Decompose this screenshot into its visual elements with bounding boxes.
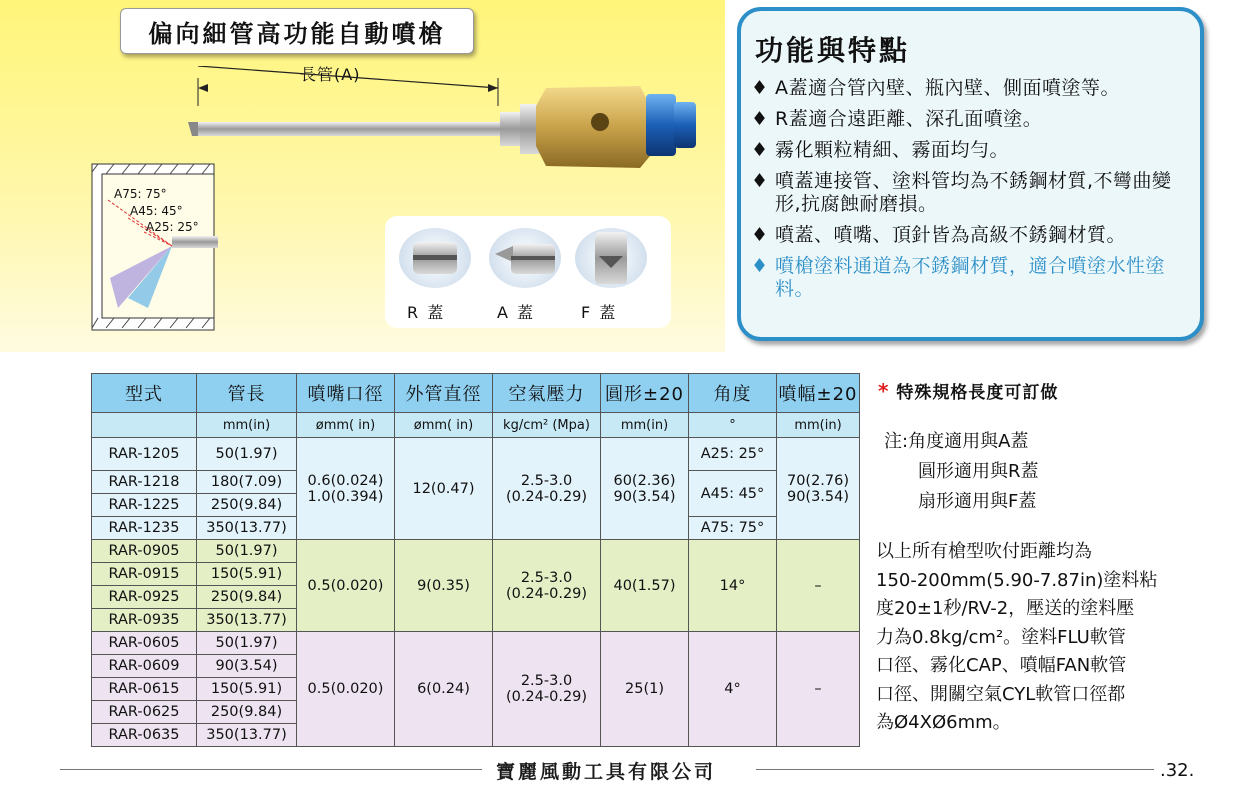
unit-cell: kg/cm² (Mpa): [493, 413, 601, 438]
feature-item-highlight: ♦ 噴槍塗料通道為不銹鋼材質，適合噴塗水性塗料。: [751, 255, 1166, 300]
f-cap-image: [575, 228, 647, 288]
hero-banner: [0, 0, 725, 352]
table-header-row: [92, 374, 860, 413]
page-number: .32.: [1160, 760, 1195, 781]
unit-cell: mm(in): [601, 413, 689, 438]
feature-item: ♦ 噴蓋、噴嘴、頂針皆為高級不銹鋼材質。: [751, 224, 1127, 246]
header-outer-diameter: 外管直徑: [395, 374, 493, 413]
unit-cell: °: [689, 413, 777, 438]
unit-cell: ømm( in): [297, 413, 395, 438]
diamond-bullet-icon: ♦: [751, 170, 769, 192]
spec-table: [91, 373, 860, 747]
note-line: 扇形適用與F蓋: [918, 491, 1037, 512]
applicability-notes: [884, 427, 1039, 517]
custom-length-note: * 特殊規格長度可訂做: [878, 379, 1059, 403]
table-row: RAR-1225 250(9.84): [92, 494, 860, 517]
feature-item: ♦ 噴蓋連接管、塗料管均為不銹鋼材質,不彎曲變形,抗腐蝕耐磨損。: [751, 170, 1172, 215]
outer-cell: 9(0.35): [395, 540, 493, 632]
diamond-bullet-icon: ♦: [751, 255, 769, 277]
round-cell: 60(2.36) 90(3.54): [601, 438, 689, 540]
angle-label-a45: A45: 45°: [130, 204, 183, 218]
table-row: RAR-0905 50(1.97) 0.5(0.020) 9(0.35) 2.5-3.0 (0.24-0.29) 40(1.57) 14° –: [92, 540, 860, 563]
angle-label-a25: A25: 25°: [146, 220, 199, 234]
pressure-cell: 2.5-3.0 (0.24-0.29): [493, 540, 601, 632]
table-row: RAR-0625 250(9.84): [92, 701, 860, 724]
unit-cell: ømm( in): [395, 413, 493, 438]
outer-cell: 6(0.24): [395, 632, 493, 747]
angle-cell: 14°: [689, 540, 777, 632]
diamond-bullet-icon: ♦: [751, 139, 769, 161]
unit-cell: mm(in): [777, 413, 860, 438]
a-cap-label: A 蓋: [497, 303, 536, 322]
table-units-row: [92, 413, 860, 438]
feature-item: ♦ R蓋適合遠距離、深孔面噴塗。: [751, 108, 1043, 130]
f-cap-label: F 蓋: [581, 303, 618, 322]
r-cap-image: [399, 228, 471, 288]
round-cell: 25(1): [601, 632, 689, 747]
table-row: RAR-0915 150(5.91): [92, 563, 860, 586]
table-row: RAR-0609 90(3.54): [92, 655, 860, 678]
spray-angle-diagram: [88, 158, 218, 334]
header-tube-length: 管長: [197, 374, 297, 413]
footer-divider-left: [60, 769, 482, 770]
angle-cell: 4°: [689, 632, 777, 747]
diamond-bullet-icon: ♦: [751, 224, 769, 246]
features-panel: [737, 7, 1204, 341]
table-row: RAR-1235 350(13.77) A75: 75°: [92, 517, 860, 540]
asterisk-icon: *: [878, 379, 890, 403]
table-row: RAR-0635 350(13.77): [92, 724, 860, 747]
nozzle-cell: 0.5(0.020): [297, 540, 395, 632]
angle-cell: A45: 45°: [689, 471, 777, 517]
feature-item: ♦ A蓋適合管內壁、瓶內壁、側面噴塗等。: [751, 77, 1120, 99]
header-model: 型式: [92, 374, 197, 413]
spray-distance-paragraph: 以上所有槍型吹付距離均為 150-200mm(5.90-7.87in)塗料粘 度20±1秒/RV-2，壓送的塗料壓 力為0.8kg/cm²。塗料FLU軟管 口徑、霧化CAP、噴幅FAN軟管 口徑、開關空氣CYL軟管口徑都 為Ø4XØ6mm。: [876, 541, 1158, 733]
header-angle: 角度: [689, 374, 777, 413]
angle-cell: A25: 25°: [689, 438, 777, 471]
angle-label-a75: A75: 75°: [114, 187, 167, 201]
width-cell: 70(2.76) 90(3.54): [777, 438, 860, 540]
table-row: RAR-0925 250(9.84): [92, 586, 860, 609]
outer-cell: 12(0.47): [395, 438, 493, 540]
unit-cell: mm(in): [197, 413, 297, 438]
header-spray-width: 噴幅±20: [777, 374, 860, 413]
table-row: RAR-0615 150(5.91): [92, 678, 860, 701]
unit-cell: [92, 413, 197, 438]
r-cap-label: R 蓋: [407, 303, 446, 322]
table-row: RAR-1205 50(1.97) 0.6(0.024) 1.0(0.394) 12(0.47) 2.5-3.0 (0.24-0.29) 60(2.36) 90(3.54) A25: 25° 70(2.76) 90(3.54): [92, 438, 860, 471]
length-dimension-label: 長管(A): [300, 65, 361, 84]
diamond-bullet-icon: ♦: [751, 77, 769, 99]
table-row: RAR-1218 180(7.09) A45: 45°: [92, 471, 860, 494]
header-nozzle-bore: 噴嘴口徑: [297, 374, 395, 413]
note-line: 注:角度適用與A蓋: [884, 431, 1029, 452]
features-list: [751, 77, 1196, 309]
width-cell: –: [777, 632, 860, 747]
pressure-cell: 2.5-3.0 (0.24-0.29): [493, 438, 601, 540]
header-round-pattern: 圓形±20: [601, 374, 689, 413]
features-title: 功能與特點: [755, 34, 911, 67]
diamond-bullet-icon: ♦: [751, 108, 769, 130]
note-line: 圓形適用與R蓋: [918, 461, 1039, 482]
width-cell: –: [777, 540, 860, 632]
pressure-cell: 2.5-3.0 (0.24-0.29): [493, 632, 601, 747]
company-name: 寶麗風動工具有限公司: [496, 761, 717, 783]
nozzle-cell: 0.6(0.024) 1.0(0.394): [297, 438, 395, 540]
footer-divider-right: [756, 769, 1154, 770]
table-row: RAR-0935 350(13.77): [92, 609, 860, 632]
a-cap-image: [489, 228, 561, 288]
round-cell: 40(1.57): [601, 540, 689, 632]
feature-item: ♦ 霧化顆粒精細、霧面均勻。: [751, 139, 1010, 161]
angle-cell: A75: 75°: [689, 517, 777, 540]
header-air-pressure: 空氣壓力: [493, 374, 601, 413]
spray-gun-illustration: [180, 66, 720, 186]
product-title: 偏向細管高功能自動噴槍: [120, 8, 474, 54]
cap-variants-panel: [385, 216, 671, 328]
nozzle-cell: 0.5(0.020): [297, 632, 395, 747]
table-row: RAR-0605 50(1.97) 0.5(0.020) 6(0.24) 2.5-3.0 (0.24-0.29) 25(1) 4° –: [92, 632, 860, 655]
